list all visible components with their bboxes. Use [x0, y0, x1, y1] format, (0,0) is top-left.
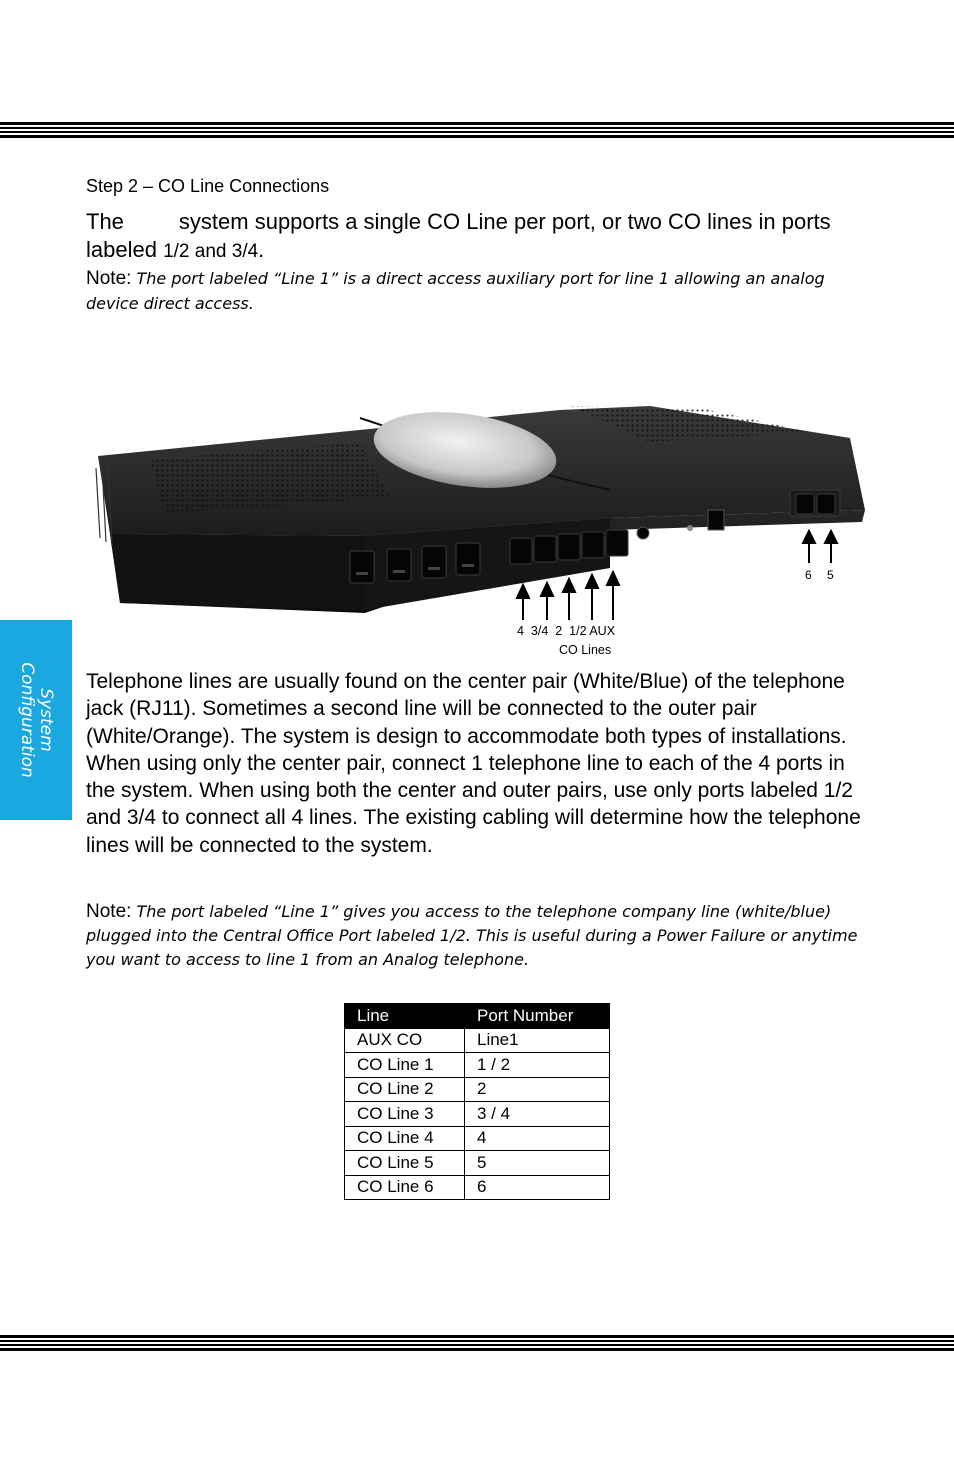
note-direct-access	[86, 266, 866, 316]
co-label-4: 4	[517, 624, 524, 638]
intro-part1: The	[86, 209, 124, 234]
intro-part2: system supports a single CO Line per port, or two CO lines in ports labeled	[86, 209, 831, 262]
port-table	[344, 1003, 610, 1200]
co-label-2: 2	[555, 624, 563, 638]
port-label-6: 6	[805, 568, 812, 582]
co-jacks-5-6	[790, 490, 840, 516]
co-label-aux: AUX	[589, 624, 616, 638]
step-heading: Step 2 – CO Line Connections	[86, 176, 330, 196]
co-lines-caption: CO Lines	[559, 643, 612, 657]
note-text: The port labeled “Line 1” is a direct access auxiliary port for line 1 allowing an analog device direct access.	[86, 269, 825, 313]
table-row: CO Line 6 6	[345, 1175, 610, 1200]
co-port-labels	[517, 624, 615, 638]
arrows-right	[803, 531, 837, 563]
side-tab-line2: Configuration	[17, 662, 37, 778]
table-row: CO Line 1 1 / 2	[345, 1053, 610, 1078]
body-paragraph: Telephone lines are usually found on the center pair (White/Blue) of the telephone jack (RJ11). Sometimes a second line will be connected to the outer pair (White/Orange). The system is design to accommodate both types of installations. When using only the center pair, connect 1 telephone line to each of the 4 ports in the system. When using both the center and outer pairs, use only ports labeled 1/2 and 3/4 to connect all 4 lines. The existing cabling will determine how the telephone lines will be connected to the system.	[86, 670, 861, 857]
port-label-5: 5	[827, 568, 834, 582]
table-row: CO Line 3 3 / 4	[345, 1102, 610, 1127]
co-label-1-2: 1/2	[569, 624, 587, 638]
note2-text: The port labeled “Line 1” gives you access to the telephone company line (white/blue) plugged into the Central Office Port labeled 1/2. This is useful during a Power Failure or anytime you want to access to line 1 from an Analog telephone.	[86, 902, 858, 969]
table-row: CO Line 4 4	[345, 1126, 610, 1151]
intro-paragraph: The system supports a single CO Line per port, or two CO lines in ports labeled 1/2 and 3/4.	[86, 209, 831, 262]
table-row: CO Line 5 5	[345, 1151, 610, 1176]
table-header-row	[345, 1004, 610, 1029]
col-header-line: Line	[345, 1004, 465, 1029]
col-header-port: Port Number	[465, 1004, 610, 1029]
note-label: Note:	[86, 268, 132, 289]
note2-label: Note:	[86, 901, 132, 922]
table-row: CO Line 2 2	[345, 1077, 610, 1102]
co-label-3-4: 3/4	[530, 624, 549, 638]
section-side-tab	[0, 620, 72, 820]
note-power-failure	[86, 900, 876, 972]
intro-ports: 1/2 and 3/4	[163, 241, 259, 262]
device-diagram	[90, 398, 870, 638]
table-row: AUX CO Line1	[345, 1028, 610, 1053]
side-tab-line1: System	[36, 688, 56, 752]
